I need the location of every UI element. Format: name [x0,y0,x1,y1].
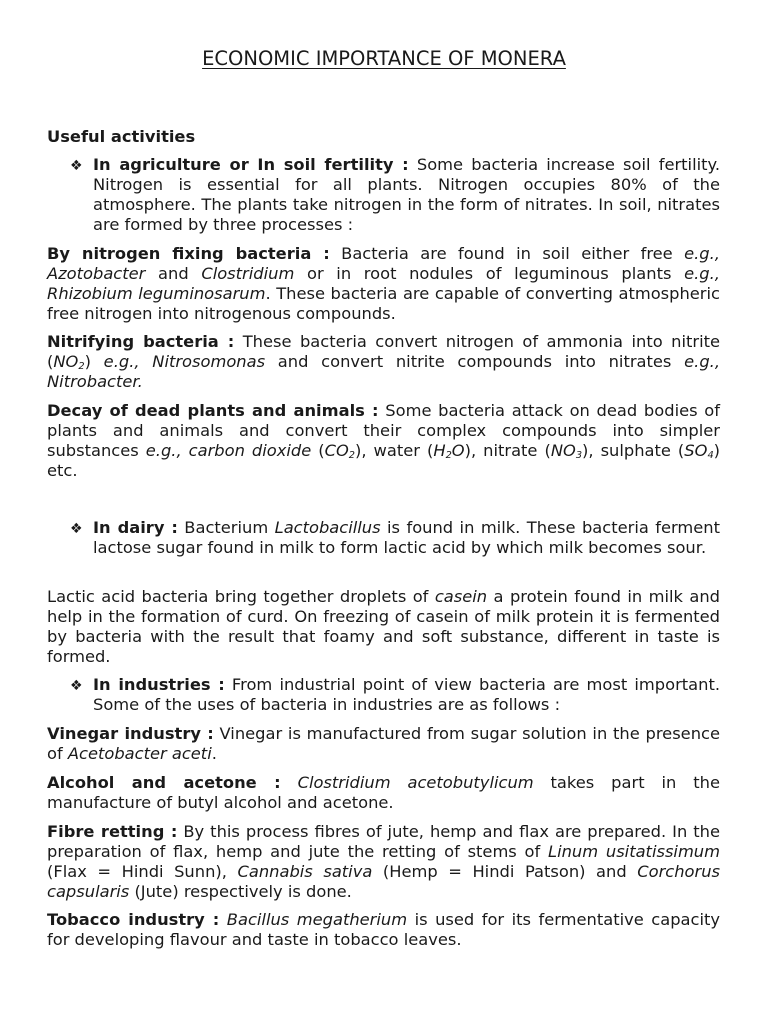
page-title: ECONOMIC IMPORTANCE OF MONERA [202,47,566,70]
section-heading-useful-activities: Useful activities [47,127,196,146]
decay-label: Decay of dead plants and animals : [47,401,379,420]
paragraph-tobacco: Tobacco industry : Bacillus megatherium is used for its fermentative capacity for developing flavour and taste in tobacco leaves. [47,910,721,949]
nitrogen-fixing-label: By nitrogen fixing bacteria : [47,244,330,263]
diamond-bullet-icon: ❖ [70,678,83,694]
paragraph-vinegar: Vinegar industry : Vinegar is manufactured from sugar solution in the presence of Acetobacter aceti. [47,724,720,763]
diamond-bullet-icon: ❖ [70,158,83,174]
paragraph-fibre-retting: Fibre retting : By this process fibres of jute, hemp and flax are prepared. In the preparation of flax, hemp and jute the retting of stems of Linum usitatissimum (Flax = Hindi Sunn), Cannabis sativa (Hemp = Hindi Patson) and Corchorus capsularis (Jute) respectively is done. [47,822,720,901]
diamond-bullet-icon: ❖ [70,521,83,537]
vinegar-label: Vinegar industry : [47,724,214,743]
nitrifying-label: Nitrifying bacteria : [47,332,235,351]
dairy-label: In dairy : [93,518,178,537]
tobacco-label: Tobacco industry : [47,910,220,929]
paragraph-alcohol-acetone: Alcohol and acetone : Clostridium acetobutylicum takes part in the manufacture of butyl alcohol and acetone. [47,773,720,812]
paragraph-dairy: In dairy : Bacterium Lactobacillus is found in milk. These bacteria ferment lactose sugar found in milk to form lactic acid by which milk becomes sour. [93,518,720,557]
paragraph-decay: Decay of dead plants and animals : Some bacteria attack on dead bodies of plants and animals and convert their complex compounds into simpler substances e.g., carbon dioxide $(CO_2)$, water $(H_2O)$, nitrate $(NO_3)$, sulphate $(SO_4)$ etc. [47,401,721,480]
paragraph-nitrogen-fixing: By nitrogen fixing bacteria : Bacteria are found in soil either free e.g., Azotobacter and Clostridium or in root nodules of leguminous plants e.g., Rhizobium leguminosarum. These bacteria are capable of converting atmospheric free nitrogen into nitrogenous compounds. [47,244,720,323]
paragraph-nitrifying: Nitrifying bacteria : These bacteria convert nitrogen of ammonia into nitrite $(NO_2)$ e.g., Nitrosomonas and convert nitrite compounds into nitrates e.g., Nitrobacter. [47,332,721,391]
alcohol-label: Alcohol and acetone : [47,773,281,792]
industries-label: In industries : [93,675,225,694]
paragraph-industries: In industries : From industrial point of view bacteria are most important. Some of the uses of bacteria in industries are as follows : [93,675,721,714]
fibre-label: Fibre retting : [47,822,178,841]
paragraph-lactic-acid: Lactic acid bacteria bring together droplets of casein a protein found in milk and help in the formation of curd. On freezing of casein of milk protein it is fermented by bacteria with the result that foamy and soft substance, different in taste is formed. [47,587,720,666]
agriculture-label: In agriculture or In soil fertility : [93,155,409,174]
paragraph-agriculture: In agriculture or In soil fertility : Some bacteria increase soil fertility. Nitrogen is essential for all plants. Nitrogen occupies 80% of the atmosphere. The plants take nitrogen in the form of nitrates. In soil, nitrates are formed by three processes : [93,155,720,234]
